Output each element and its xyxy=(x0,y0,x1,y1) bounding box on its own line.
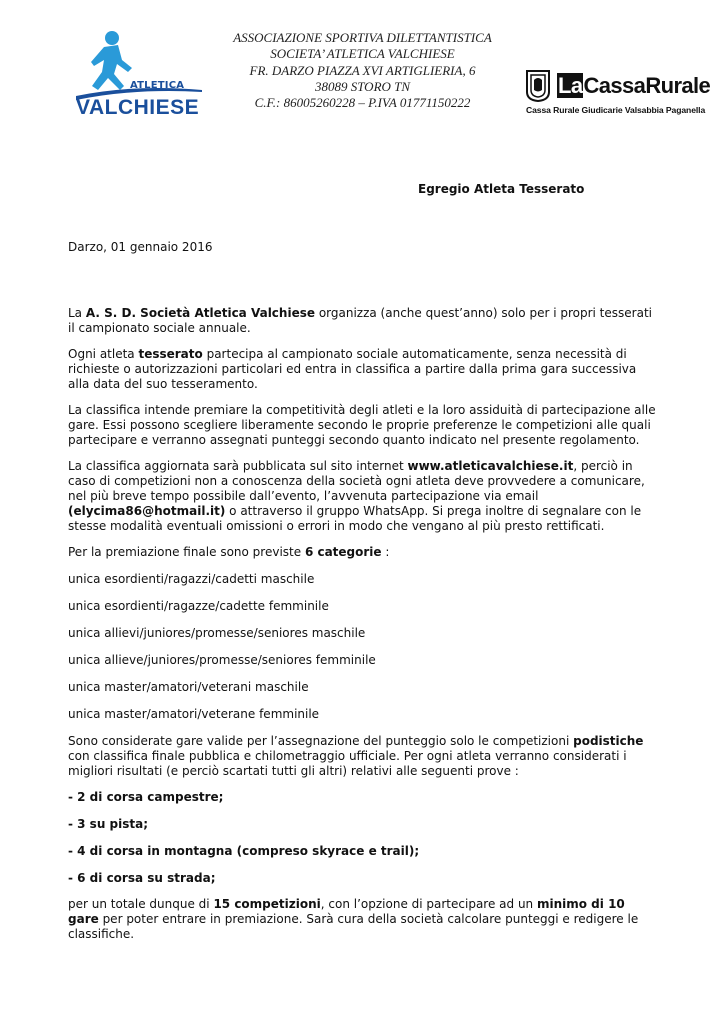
text-run: organizza (anche quest’anno) solo per i propri tesserati il campionato sociale annuale. xyxy=(68,306,652,335)
paragraph-valid-races xyxy=(68,734,658,779)
shield-mark-icon xyxy=(526,70,550,102)
website-link[interactable]: www.atleticavalchiese.it xyxy=(407,459,574,473)
category-item: unica master/amatori/veterani maschile xyxy=(68,680,309,694)
emphasis-tesserato: tesserato xyxy=(138,347,203,361)
society-name: A. S. D. Società Atletica Valchiese xyxy=(85,306,315,320)
paragraph-membership xyxy=(68,347,658,392)
category-item: unica allievi/juniores/promesse/seniores maschile xyxy=(68,626,366,640)
cassa-rurale-logo xyxy=(526,70,711,120)
text-run: per poter entrare in premiazione. Sarà cura della società calcolare punteggi e redigere le classifiche. xyxy=(68,912,639,941)
association-address xyxy=(215,30,510,111)
text-run: Sono considerate gare valide per l’assegnazione del punteggio solo le competizioni xyxy=(68,734,574,748)
logo-word-atletica: ATLETICA xyxy=(130,80,185,91)
paragraph-ranking: La classifica intende premiare la competitività degli atleti e la loro assiduità di partecipazione alle gare. Essi possono scegliere liberamente secondo le proprie preferenze le competizioni alle quali partecipare e verranno assegnati punteggi secondo quanto indicato nel presente regolamento. xyxy=(68,403,656,447)
bank-name-la: La xyxy=(558,73,583,98)
categories-count: 6 categorie xyxy=(304,545,382,559)
paragraph-total xyxy=(68,897,658,942)
text-run: La classifica aggiornata sarà pubblicata sul sito internet xyxy=(68,459,408,473)
paragraph-categories-intro xyxy=(68,545,658,560)
association-line: FR. DARZO PIAZZA XVI ARTIGLIERIA, 6 xyxy=(249,62,476,78)
category-item: unica esordienti/ragazzi/cadetti maschile xyxy=(68,572,315,586)
atletica-valchiese-logo xyxy=(74,30,204,122)
association-line: 38089 STORO TN xyxy=(314,78,411,94)
text-run: o attraverso il gruppo WhatsApp. Si prega inoltre di segnalare con le stesse modalità eventuali omissioni o errori in modo che vengano al più presto rettificati. xyxy=(68,504,642,533)
logo-word-valchiese: VALCHIESE xyxy=(76,96,200,119)
category-item: unica allieve/juniores/promesse/seniores femminile xyxy=(68,653,376,667)
paragraph-intro xyxy=(68,306,658,336)
text-run: , con l’opzione di partecipare ad un xyxy=(320,897,537,911)
bank-name xyxy=(557,72,710,100)
text-run: , perciò in caso di competizioni non a conoscenza della società ogni atleta deve provvedere a comunicare, nel più breve tempo possibile dall’evento, l’avvenuta partecipazione via email xyxy=(68,459,645,503)
recipient: Egregio Atleta Tesserato xyxy=(418,182,585,196)
text-run: con classifica finale pubblica e chilometraggio ufficiale. Per ogni atleta verranno considerati i migliori risultati (e perciò scartati tutti gli altri) relativi alle seguenti prove : xyxy=(68,749,627,778)
letter-date: Darzo, 01 gennaio 2016 xyxy=(68,240,213,254)
race-item: - 2 di corsa campestre; xyxy=(68,790,224,804)
race-item: - 3 su pista; xyxy=(68,817,149,831)
bank-name-rest: CassaRurale xyxy=(583,73,711,98)
race-item: - 6 di corsa su strada; xyxy=(68,871,216,885)
text-run: : xyxy=(381,545,390,559)
paragraph-publication xyxy=(68,459,658,534)
text-run: La xyxy=(68,306,86,320)
text-run: Per la premiazione finale sono previste xyxy=(68,545,305,559)
category-item: unica master/amatori/veterane femminile xyxy=(68,707,320,721)
text-run: per un totale dunque di xyxy=(68,897,214,911)
bank-subtitle: Cassa Rurale Giudicarie Valsabbia Paganella xyxy=(526,105,706,115)
category-item: unica esordienti/ragazze/cadette femminile xyxy=(68,599,329,613)
emphasis-podistiche: podistiche xyxy=(573,734,644,748)
association-line: SOCIETA’ ATLETICA VALCHIESE xyxy=(270,46,455,62)
email-link[interactable]: (elycima86@hotmail.it) xyxy=(68,504,226,518)
total-competitions: 15 competizioni xyxy=(213,897,321,911)
text-run: partecipa al campionato sociale automaticamente, senza necessità di richieste o autorizzazioni particolari ed entra in classifica a partire dalla prima gara successiva alla data del suo tesseramento. xyxy=(68,347,637,391)
association-line: C.F.: 86005260228 – P.IVA 01771150222 xyxy=(254,95,471,111)
minimum-races: minimo di 10 gare xyxy=(68,897,625,926)
text-run: Ogni atleta xyxy=(68,347,139,361)
association-line: ASSOCIAZIONE SPORTIVA DILETTANTISTICA xyxy=(233,30,492,45)
race-item: - 4 di corsa in montagna (compreso skyrace e trail); xyxy=(68,844,420,858)
